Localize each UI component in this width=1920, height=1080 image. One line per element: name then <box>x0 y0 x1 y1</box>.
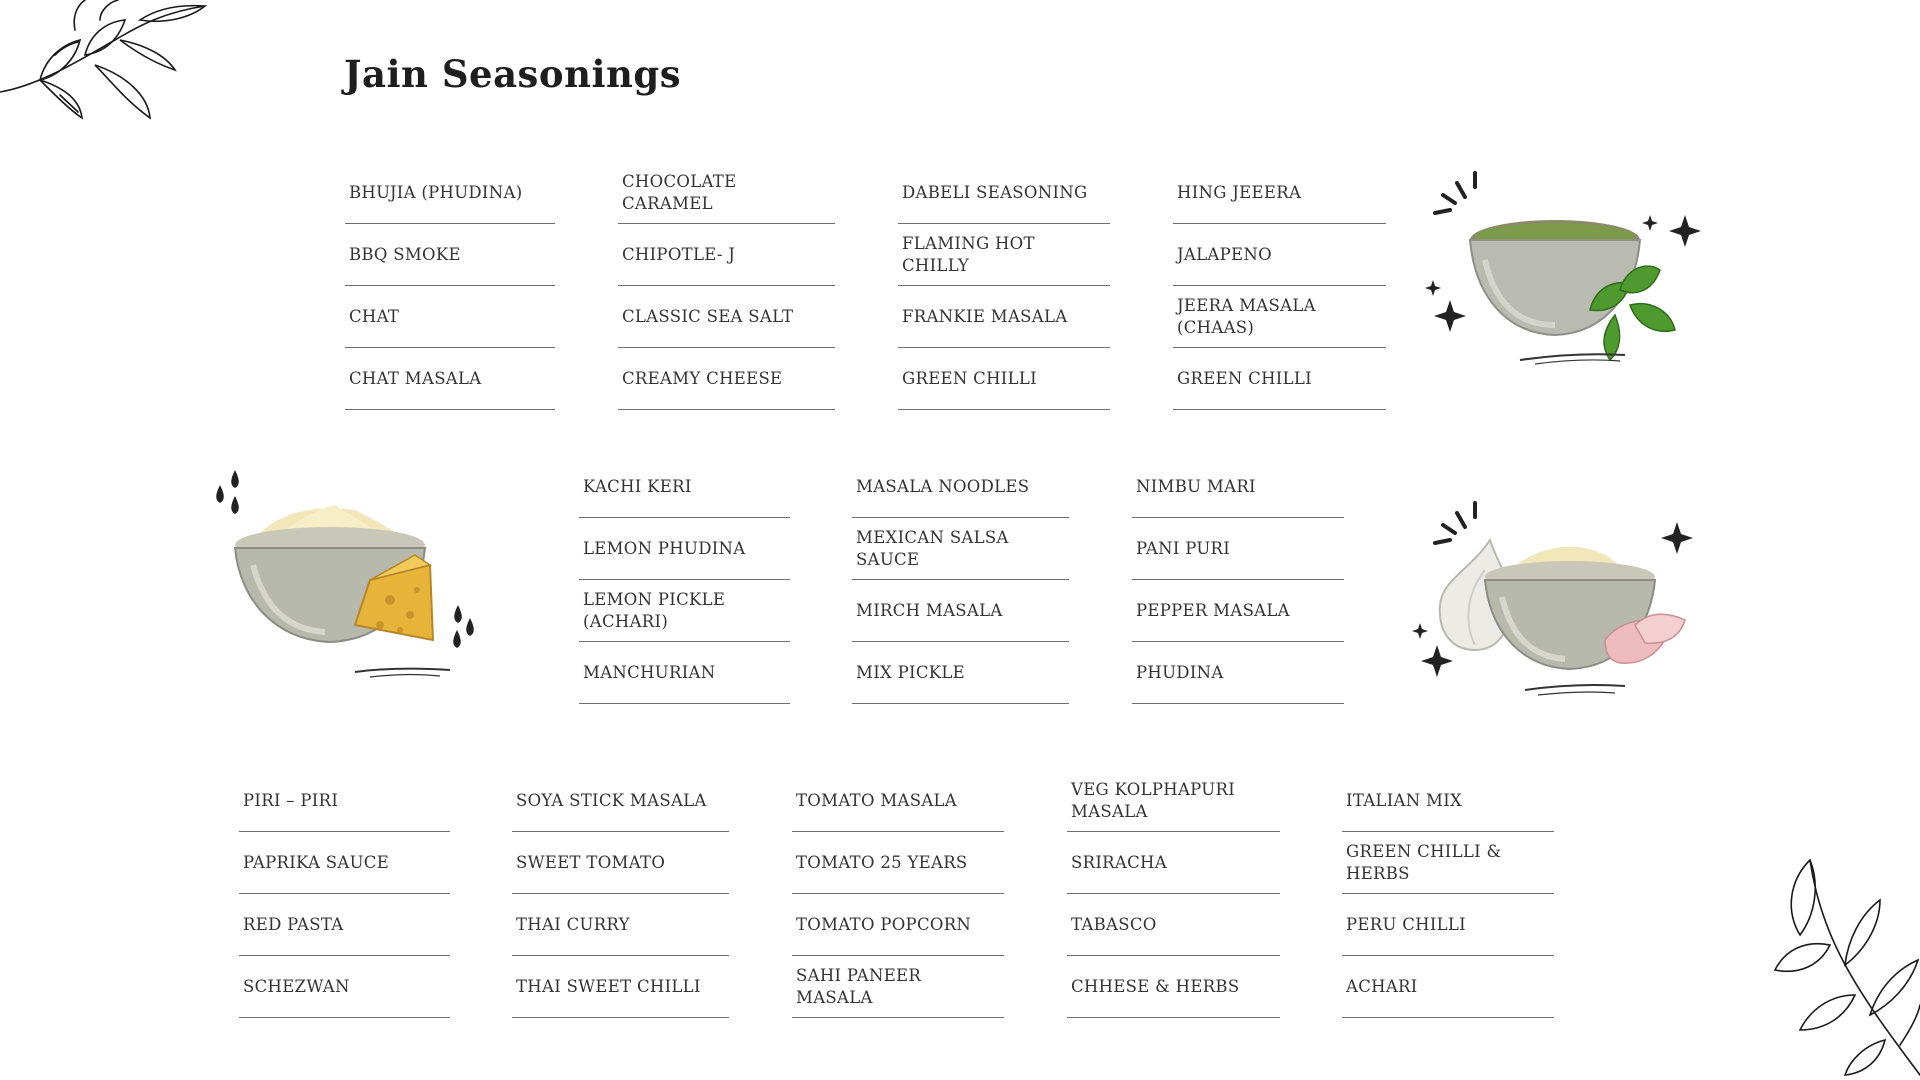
seasoning-item: FRANKIE MASALA <box>898 286 1110 348</box>
seasoning-column <box>1173 162 1386 410</box>
seasoning-item: CLASSIC SEA SALT <box>618 286 835 348</box>
seasoning-item: TABASCO <box>1067 894 1280 956</box>
seasoning-column <box>1067 770 1280 1018</box>
seasoning-item: RED PASTA <box>239 894 450 956</box>
seasoning-item: TOMATO MASALA <box>792 770 1004 832</box>
seasoning-item: SCHEZWAN <box>239 956 450 1018</box>
seasoning-item: PERU CHILLI <box>1342 894 1554 956</box>
seasoning-item: CHHESE & HERBS <box>1067 956 1280 1018</box>
seasoning-item: MASALA NOODLES <box>852 456 1069 518</box>
seasoning-item: NIMBU MARI <box>1132 456 1344 518</box>
seasoning-item: FLAMING HOT CHILLY <box>898 224 1110 286</box>
seasoning-item: TOMATO 25 YEARS <box>792 832 1004 894</box>
seasoning-item: SAHI PANEER MASALA <box>792 956 1004 1018</box>
seasoning-column <box>239 770 450 1018</box>
seasoning-column <box>579 456 790 704</box>
seasoning-item: ACHARI <box>1342 956 1554 1018</box>
seasoning-item: HING JEEERA <box>1173 162 1386 224</box>
seasoning-item: LEMON PHUDINA <box>579 518 790 580</box>
seasoning-item: SOYA STICK MASALA <box>512 770 729 832</box>
seasoning-item: PEPPER MASALA <box>1132 580 1344 642</box>
seasoning-item: CHAT MASALA <box>345 348 555 410</box>
page-title: Jain Seasonings <box>344 52 682 96</box>
garlic-bowl-icon <box>1410 495 1695 705</box>
seasoning-item: PANI PURI <box>1132 518 1344 580</box>
seasoning-item: CHIPOTLE- J <box>618 224 835 286</box>
seasoning-item: TOMATO POPCORN <box>792 894 1004 956</box>
seasoning-item: JALAPENO <box>1173 224 1386 286</box>
seasoning-column <box>852 456 1069 704</box>
seasoning-item: CHAT <box>345 286 555 348</box>
leaf-sprig-icon <box>0 0 215 125</box>
seasoning-column <box>345 162 555 410</box>
seasoning-item: GREEN CHILLI & HERBS <box>1342 832 1554 894</box>
leaf-sprig-icon <box>1770 855 1920 1080</box>
seasoning-item: KACHI KERI <box>579 456 790 518</box>
seasoning-item: LEMON PICKLE (ACHARI) <box>579 580 790 642</box>
seasoning-item: SWEET TOMATO <box>512 832 729 894</box>
seasoning-item: MIX PICKLE <box>852 642 1069 704</box>
cheese-bowl-icon <box>205 460 485 690</box>
seasoning-item: GREEN CHILLI <box>1173 348 1386 410</box>
seasoning-item: MIRCH MASALA <box>852 580 1069 642</box>
seasoning-item: BHUJIA (PHUDINA) <box>345 162 555 224</box>
seasoning-item: PIRI – PIRI <box>239 770 450 832</box>
seasoning-column <box>898 162 1110 410</box>
seasoning-column <box>792 770 1004 1018</box>
seasoning-item: DABELI SEASONING <box>898 162 1110 224</box>
seasoning-item: PHUDINA <box>1132 642 1344 704</box>
seasoning-item: BBQ SMOKE <box>345 224 555 286</box>
seasoning-item: JEERA MASALA (CHAAS) <box>1173 286 1386 348</box>
seasoning-item: CHOCOLATE CARAMEL <box>618 162 835 224</box>
herb-bowl-icon <box>1425 165 1705 375</box>
seasoning-column <box>618 162 835 410</box>
seasoning-item: GREEN CHILLI <box>898 348 1110 410</box>
seasoning-item: CREAMY CHEESE <box>618 348 835 410</box>
seasoning-column <box>512 770 729 1018</box>
seasoning-item: ITALIAN MIX <box>1342 770 1554 832</box>
seasoning-item: MEXICAN SALSA SAUCE <box>852 518 1069 580</box>
seasoning-item: MANCHURIAN <box>579 642 790 704</box>
seasoning-item: VEG KOLPHAPURI MASALA <box>1067 770 1280 832</box>
seasoning-column <box>1342 770 1554 1018</box>
seasoning-item: PAPRIKA SAUCE <box>239 832 450 894</box>
seasoning-item: THAI SWEET CHILLI <box>512 956 729 1018</box>
seasoning-item: THAI CURRY <box>512 894 729 956</box>
seasoning-column <box>1132 456 1344 704</box>
seasoning-item: SRIRACHA <box>1067 832 1280 894</box>
